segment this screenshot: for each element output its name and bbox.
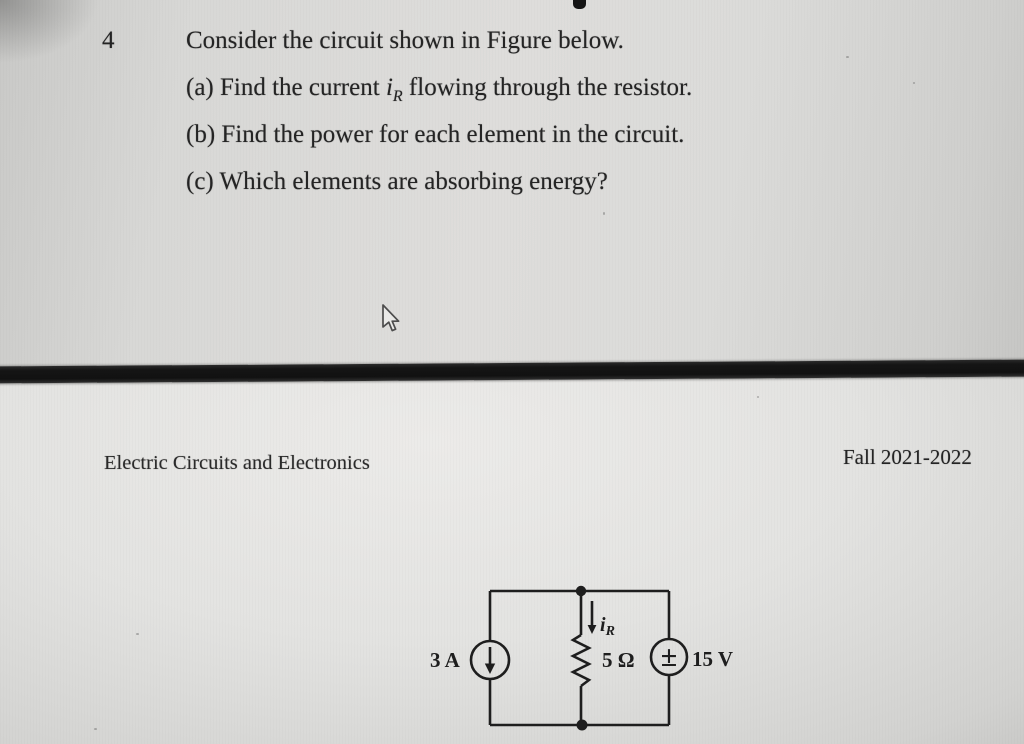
dust-speck xyxy=(295,94,297,96)
resistor-value-label: 5 Ω xyxy=(602,648,635,672)
dust-speck xyxy=(94,728,97,730)
problem-intro: Consider the circuit shown in Figure below. xyxy=(186,27,624,54)
problem-part-b: (b) Find the power for each element in the circuit. xyxy=(186,121,685,148)
plus-minus-symbol: ± xyxy=(660,640,678,673)
voltage-source-label: 15 V xyxy=(692,647,734,671)
part-a-prefix: (a) Find the current xyxy=(186,74,386,101)
course-title: Electric Circuits and Electronics xyxy=(104,452,370,474)
current-variable xyxy=(385,74,403,105)
current-symbol: i xyxy=(385,74,393,101)
dust-speck xyxy=(136,633,139,635)
resistor-icon xyxy=(573,635,589,686)
problem-number: 4 xyxy=(102,27,115,54)
footer-section xyxy=(0,376,1024,744)
node-dot-top xyxy=(576,586,586,596)
part-a-suffix: flowing through the resistor. xyxy=(402,74,693,101)
dust-speck xyxy=(603,212,605,215)
current-subscript: R xyxy=(392,88,403,105)
cursor-arrow xyxy=(383,305,399,331)
problem-part-c: (c) Which elements are absorbing energy? xyxy=(186,168,608,195)
resistor-current-label xyxy=(600,614,615,639)
dust-speck xyxy=(913,82,915,84)
resistor-current-arrow-head xyxy=(588,625,597,634)
circuit-diagram xyxy=(420,570,760,744)
dust-speck xyxy=(757,396,759,398)
dust-speck xyxy=(846,56,849,58)
problem-part-a xyxy=(186,74,693,105)
node-dot-bottom xyxy=(577,720,588,731)
resistor-current-symbol: i xyxy=(600,614,606,636)
term-label: Fall 2021-2022 xyxy=(843,445,972,469)
resistor-current-sub: R xyxy=(605,624,615,639)
current-source-label: 3 A xyxy=(430,648,460,672)
mouse-cursor xyxy=(380,304,402,334)
current-source-arrow-head xyxy=(485,664,495,675)
cut-off-mark xyxy=(573,0,586,9)
